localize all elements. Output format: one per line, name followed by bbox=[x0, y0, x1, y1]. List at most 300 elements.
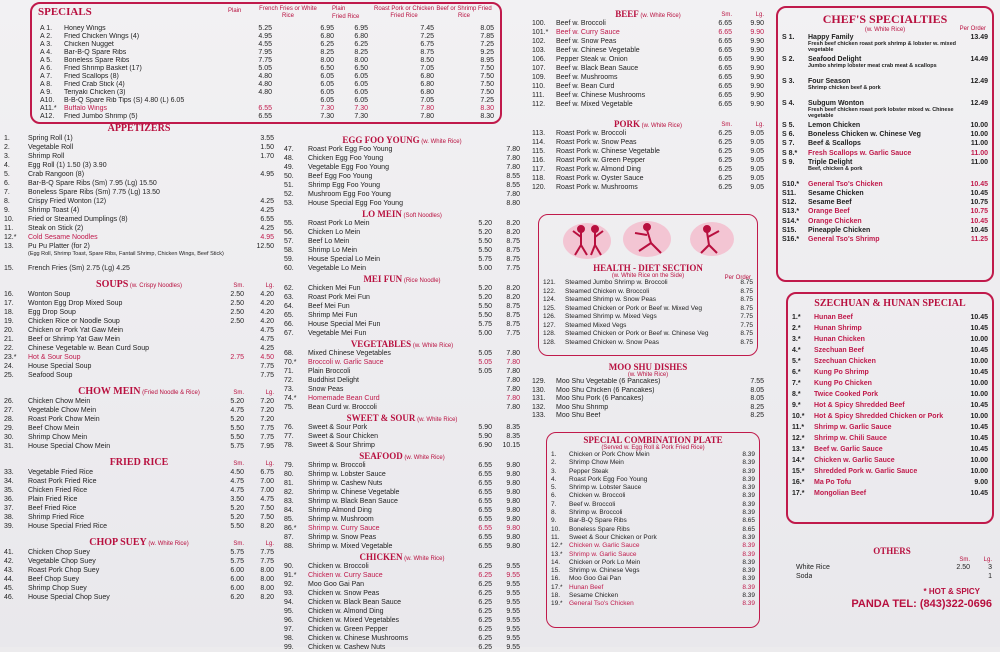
item-price: 7.80 bbox=[506, 191, 520, 198]
item-price: 5.05 bbox=[258, 65, 272, 72]
item-number: 125. bbox=[543, 304, 556, 312]
specials-col-pork: Roast Pork or Chicken Fried Rice bbox=[373, 6, 435, 19]
item-price-small: 2.50 bbox=[230, 309, 244, 316]
item-name: Fried Jumbo Shrimp (5) bbox=[64, 113, 138, 120]
item-price: 6.05 bbox=[354, 81, 368, 88]
item-price-small: 5.20 bbox=[478, 229, 492, 236]
item-number: 81. bbox=[284, 480, 294, 487]
item-number: A 7. bbox=[40, 73, 53, 80]
menu-item bbox=[551, 600, 755, 608]
item-name: Shrimp w. Broccoli bbox=[569, 509, 623, 517]
item-number: 76. bbox=[284, 424, 294, 431]
specials-col-plain2: Plain bbox=[332, 6, 346, 12]
item-price: 7.75 bbox=[260, 434, 274, 441]
item-number: 10.* bbox=[792, 413, 805, 420]
item-price-small: 5.20 bbox=[478, 285, 492, 292]
item-number: 112. bbox=[532, 101, 546, 108]
menu-item bbox=[4, 308, 274, 317]
item-name: Roast Pork Mei Fun bbox=[308, 294, 370, 301]
chefs-specialties-box bbox=[776, 6, 994, 282]
item-price: 10.00 bbox=[970, 457, 988, 464]
item-price: 9.80 bbox=[506, 543, 520, 550]
item-name: Moo Shu Pork (6 Pancakes) bbox=[556, 395, 644, 402]
item-price-small: 6.55 bbox=[478, 525, 492, 532]
item-price: 9.80 bbox=[506, 525, 520, 532]
item-number: S 9. bbox=[782, 158, 795, 166]
item-price-small: 5.20 bbox=[230, 505, 244, 512]
item-price: 7.00 bbox=[260, 478, 274, 485]
section-title-text: FRIED RICE bbox=[109, 457, 169, 468]
item-price: 8.20 bbox=[506, 220, 520, 227]
item-number: 83. bbox=[284, 498, 294, 505]
item-name: Pepper Steak w. Onion bbox=[556, 56, 628, 63]
item-number: 113. bbox=[532, 130, 546, 137]
item-price-small: 6.25 bbox=[478, 599, 492, 606]
item-price: 8.50 bbox=[420, 57, 434, 64]
item-price-small: 2.50 bbox=[230, 300, 244, 307]
item-price-small: 4.50 bbox=[230, 469, 244, 476]
item-number: S 4. bbox=[782, 100, 795, 107]
menu-item bbox=[782, 55, 988, 77]
item-name: Chicken Chow Mein bbox=[28, 398, 91, 405]
item-name: Steamed Chicken or Pork or Beef w. Chinese Veg bbox=[565, 330, 709, 337]
item-price: 7.05 bbox=[420, 97, 434, 104]
item-price: 8.25 bbox=[320, 49, 334, 56]
item-price-small: 5.50 bbox=[478, 303, 492, 310]
item-name: Homemade Bean Curd bbox=[308, 395, 380, 402]
section-subtitle: (Served w. Egg Roll & Pork Fried Rice) bbox=[601, 445, 705, 451]
item-number: 17.* bbox=[551, 583, 563, 591]
item-price-small: 6.25 bbox=[478, 581, 492, 588]
menu-item bbox=[284, 293, 520, 302]
menu-item bbox=[532, 46, 764, 55]
menu-item bbox=[284, 163, 520, 172]
item-name: Four Season bbox=[808, 78, 851, 85]
item-price-small: 5.00 bbox=[478, 330, 492, 337]
menu-item bbox=[284, 423, 520, 432]
specials-col-fried: Fried Rice bbox=[332, 14, 360, 20]
menu-item bbox=[782, 121, 988, 130]
item-name: Chicken w. Chinese Mushrooms bbox=[308, 635, 408, 642]
item-name: Shrimp w. Garlic Sauce bbox=[569, 550, 637, 558]
menu-item bbox=[284, 542, 520, 551]
item-number: 16. bbox=[551, 575, 561, 583]
item-price-small: 6.65 bbox=[718, 74, 732, 81]
item-price-small: 6.55 bbox=[478, 471, 492, 478]
item-number: 91.* bbox=[284, 572, 297, 579]
menu-item bbox=[790, 563, 994, 572]
item-price: 8.39 bbox=[742, 533, 755, 541]
item-name: Beef Chow Mein bbox=[28, 425, 80, 432]
item-name: Ma Po Tofu bbox=[814, 479, 852, 486]
item-name: Hunan Beef bbox=[814, 314, 853, 321]
item-name: Shrimp Toast (4) bbox=[28, 207, 80, 214]
item-price-small: 6.25 bbox=[718, 175, 732, 182]
item-price: 6.25 bbox=[320, 41, 334, 48]
item-price-small: 4.75 bbox=[230, 487, 244, 494]
menu-item bbox=[284, 571, 520, 580]
item-number: 95. bbox=[284, 608, 294, 615]
item-price-small: 5.20 bbox=[478, 220, 492, 227]
item-price: 4.80 bbox=[258, 89, 272, 96]
item-price: 6.50 bbox=[320, 65, 334, 72]
item-name: Szechuan Beef bbox=[814, 347, 864, 354]
item-price-small: 5.20 bbox=[230, 398, 244, 405]
item-number: 71. bbox=[284, 368, 294, 375]
item-name: Beef Egg Foo Young bbox=[308, 173, 373, 180]
item-name: B-B-Q Spare Rib Tips (S) 4.80 (L) 6.05 bbox=[64, 97, 185, 104]
item-price: 10.45 bbox=[970, 189, 988, 197]
item-price-small: 6.00 bbox=[230, 567, 244, 574]
item-price: 9.90 bbox=[750, 38, 764, 45]
item-price: 6.05 bbox=[354, 89, 368, 96]
item-name: Vegetable Mei Fun bbox=[308, 330, 367, 337]
item-name: Roast Pork Fried Rice bbox=[28, 478, 97, 485]
item-price: 9.05 bbox=[750, 130, 764, 137]
item-number: 43. bbox=[4, 567, 14, 574]
specials-box bbox=[30, 2, 502, 124]
item-price: 7.80 bbox=[506, 368, 520, 375]
item-price: 10.00 bbox=[970, 391, 988, 398]
left-column bbox=[4, 120, 274, 602]
item-number: 8. bbox=[4, 198, 10, 205]
menu-item bbox=[532, 64, 764, 73]
item-price-small: 6.25 bbox=[718, 148, 732, 155]
menu-item bbox=[532, 55, 764, 64]
item-number: A12. bbox=[40, 113, 55, 120]
item-name: Bar-B-Q Spare Ribs (Sm) 7.95 (Lg) 15.50 bbox=[28, 180, 157, 187]
item-price: 6.75 bbox=[420, 41, 434, 48]
menu-item bbox=[532, 378, 764, 387]
item-price: 7.30 bbox=[354, 113, 368, 120]
item-price: 9.80 bbox=[506, 516, 520, 523]
item-price: 6.55 bbox=[258, 113, 272, 120]
item-price: 8.00 bbox=[260, 576, 274, 583]
item-name: Beef w. Mushrooms bbox=[556, 74, 618, 81]
item-name: Pepper Steak bbox=[569, 467, 609, 475]
item-price: 8.39 bbox=[742, 550, 755, 558]
menu-section bbox=[4, 123, 274, 273]
menu-item bbox=[4, 179, 274, 188]
item-number: 106. bbox=[532, 56, 546, 63]
item-name: Chicken or Pork Chow Mein bbox=[569, 451, 650, 458]
menu-item bbox=[284, 284, 520, 293]
menu-item bbox=[543, 305, 753, 314]
item-number: 26. bbox=[4, 398, 14, 405]
item-number: 4. bbox=[551, 475, 557, 483]
item-number: 114. bbox=[532, 139, 546, 146]
item-name: Plain Fried Rice bbox=[28, 496, 78, 503]
item-number: 5. bbox=[4, 171, 10, 178]
item-price: 8.00 bbox=[354, 57, 368, 64]
item-price: 7.20 bbox=[260, 416, 274, 423]
item-price: 7.75 bbox=[740, 321, 753, 329]
item-price: 4.25 bbox=[260, 198, 274, 205]
col-small: Sm. bbox=[233, 283, 244, 289]
section-title-text: APPETIZERS bbox=[107, 123, 171, 134]
menu-item bbox=[792, 389, 988, 400]
item-price-small: 6.55 bbox=[478, 462, 492, 469]
item-number: 63. bbox=[284, 294, 294, 301]
item-name: Triple Delight bbox=[808, 158, 853, 166]
item-price: 8.35 bbox=[506, 424, 520, 431]
item-price: 9.05 bbox=[750, 157, 764, 164]
item-number: 4.* bbox=[792, 347, 801, 354]
item-number: 15. bbox=[4, 265, 14, 272]
item-price: 14.49 bbox=[970, 56, 988, 63]
item-price: 11.00 bbox=[970, 158, 988, 166]
item-number: 74.* bbox=[284, 395, 297, 402]
section-title-text: SOUPS bbox=[96, 279, 129, 290]
item-price: 10.00 bbox=[970, 380, 988, 387]
item-number: 110. bbox=[532, 83, 546, 90]
item-price: 7.50 bbox=[480, 89, 494, 96]
menu-item bbox=[532, 129, 764, 138]
menu-item bbox=[551, 492, 755, 500]
item-name: Chicken w. Cashew Nuts bbox=[308, 644, 386, 651]
menu-item bbox=[792, 422, 988, 433]
item-price: 9.00 bbox=[974, 479, 988, 486]
item-name: Chicken Mei Fun bbox=[308, 285, 361, 292]
section-title bbox=[284, 339, 520, 349]
item-name: Moo Shu Vegetable (6 Pancakes) bbox=[556, 378, 661, 385]
menu-item bbox=[532, 147, 764, 156]
item-number: 100. bbox=[532, 20, 546, 27]
item-name: Happy Family bbox=[808, 34, 854, 41]
item-number: 25. bbox=[4, 372, 14, 379]
item-number: 6. bbox=[4, 180, 10, 187]
item-number: 2.* bbox=[792, 325, 801, 332]
item-price: 9.55 bbox=[506, 563, 520, 570]
item-name: General Tso's Chicken bbox=[808, 180, 883, 188]
item-price-small: 5.90 bbox=[478, 433, 492, 440]
col-large: Lg. bbox=[265, 541, 274, 547]
item-number: 19. bbox=[4, 318, 14, 325]
item-price: 7.95 bbox=[258, 49, 272, 56]
item-number: 96. bbox=[284, 617, 294, 624]
item-name: Hunan Beef bbox=[569, 583, 604, 591]
menu-item bbox=[543, 288, 753, 297]
menu-item bbox=[284, 625, 520, 634]
menu-item bbox=[551, 551, 755, 559]
item-price: 6.95 bbox=[354, 25, 368, 32]
item-price: 9.05 bbox=[750, 139, 764, 146]
menu-item bbox=[551, 592, 755, 600]
item-name: Vegetable Lo Mein bbox=[308, 265, 366, 272]
item-name: Shrimp Almond Ding bbox=[308, 507, 372, 514]
item-name: House Special Fried Rice bbox=[28, 523, 107, 530]
item-price: 8.75 bbox=[740, 338, 753, 346]
menu-item bbox=[284, 367, 520, 376]
menu-item bbox=[4, 593, 274, 602]
item-name: Boneless Spare Ribs bbox=[64, 57, 130, 64]
item-price: 10.00 bbox=[970, 336, 988, 343]
section-title-text: SWEET & SOUR bbox=[346, 413, 416, 423]
item-name: Shredded Pork w. Garlic Sauce bbox=[814, 468, 918, 475]
item-price: 11.00 bbox=[970, 149, 988, 157]
item-name: Pu Pu Platter (for 2) bbox=[28, 243, 90, 250]
section-subtitle: (w. White Rice) bbox=[415, 417, 458, 423]
item-price: 6.50 bbox=[354, 65, 368, 72]
item-price: 7.75 bbox=[260, 558, 274, 565]
menu-item bbox=[543, 313, 753, 322]
section-subtitle: (Soft Noodles) bbox=[401, 213, 442, 219]
item-number: 23.* bbox=[4, 354, 17, 361]
item-name: Fried Chicken Wings (4) bbox=[64, 33, 140, 40]
menu-item bbox=[4, 242, 274, 251]
item-price: 8.65 bbox=[742, 517, 755, 525]
item-number: 6.* bbox=[792, 369, 801, 376]
menu-item bbox=[551, 517, 755, 525]
item-name: Roast Pork w. Broccoli bbox=[556, 130, 627, 137]
item-price-small: 6.25 bbox=[478, 644, 492, 651]
item-price-small: 6.90 bbox=[478, 442, 492, 449]
item-price: 9.55 bbox=[506, 581, 520, 588]
item-price: 4.25 bbox=[260, 225, 274, 232]
item-name: Spring Roll (1) bbox=[28, 135, 73, 142]
item-price: 6.25 bbox=[354, 41, 368, 48]
item-price: 7.80 bbox=[420, 105, 434, 112]
item-price: 13.49 bbox=[970, 34, 988, 41]
section-title: CHEF'S SPECIALTIES bbox=[822, 12, 948, 26]
item-number: 57. bbox=[284, 238, 294, 245]
item-name: General Tso's Shrimp bbox=[808, 235, 880, 243]
item-price: 8.39 bbox=[742, 459, 755, 467]
item-price: 9.90 bbox=[750, 83, 764, 90]
section-title: OTHERS bbox=[873, 546, 911, 556]
item-price-small: 6.65 bbox=[718, 101, 732, 108]
item-number: 18. bbox=[4, 309, 14, 316]
item-price: 10.00 bbox=[970, 131, 988, 139]
menu-item bbox=[284, 432, 520, 441]
item-price: 10.45 bbox=[970, 226, 988, 234]
col-large: Lg. bbox=[265, 283, 274, 289]
item-name: Seafood Delight bbox=[808, 56, 862, 63]
item-number: 18. bbox=[551, 592, 561, 600]
item-price: 7.75 bbox=[260, 372, 274, 379]
item-price: 9.90 bbox=[750, 92, 764, 99]
item-number: 101.* bbox=[532, 29, 549, 36]
item-price-small: 3.50 bbox=[230, 496, 244, 503]
item-price: 8.25 bbox=[354, 49, 368, 56]
menu-item bbox=[284, 589, 520, 598]
section-title-text: CHOP SUEY bbox=[89, 537, 147, 548]
item-price: 8.75 bbox=[740, 330, 753, 337]
menu-item bbox=[4, 495, 274, 504]
item-price: 7.50 bbox=[480, 81, 494, 88]
item-name: Steamed Chicken w. Broccoli bbox=[565, 287, 650, 295]
section-subtitle: (w. White Rice) bbox=[146, 541, 189, 547]
item-price: 4.20 bbox=[260, 309, 274, 316]
menu-item bbox=[532, 183, 764, 192]
item-price: 7.80 bbox=[506, 350, 520, 357]
item-name: Bean Curd w. Broccoli bbox=[308, 404, 377, 411]
item-number: 120. bbox=[532, 184, 546, 191]
col-small: Sm. bbox=[959, 557, 970, 563]
item-number: 121. bbox=[543, 279, 556, 286]
item-number: 5.* bbox=[792, 358, 801, 365]
item-number: 33. bbox=[4, 469, 14, 476]
item-description: Shrimp chicken beef & pork bbox=[808, 85, 881, 91]
specials-item bbox=[36, 41, 496, 49]
item-price: 8.39 bbox=[742, 492, 755, 500]
menu-item bbox=[4, 566, 274, 575]
item-price-small: 6.65 bbox=[718, 38, 732, 45]
item-price: 7.80 bbox=[420, 113, 434, 120]
menu-item bbox=[4, 513, 274, 522]
item-name: Chicken Chop Suey bbox=[28, 549, 90, 556]
menu-item bbox=[4, 335, 274, 344]
item-number: A 8. bbox=[40, 81, 53, 88]
item-number: 24. bbox=[4, 363, 14, 370]
item-number: 62. bbox=[284, 285, 294, 292]
item-price-small: 5.20 bbox=[230, 514, 244, 521]
menu-item bbox=[4, 134, 274, 143]
section-subtitle: (Fried Noodle & Rice) bbox=[140, 390, 200, 396]
item-name: Moo Goo Gai Pan bbox=[569, 575, 622, 583]
item-price: 4.25 bbox=[260, 207, 274, 214]
item-name: Steamed Shrimp w. Mixed Vegs bbox=[565, 313, 657, 320]
item-name: Shrimp w. Lobster Sauce bbox=[569, 484, 642, 492]
item-number: A 2. bbox=[40, 33, 53, 40]
item-price: 5.25 bbox=[258, 25, 272, 32]
item-number: 132. bbox=[532, 403, 546, 411]
item-name: Shrimp Lo Mein bbox=[308, 247, 358, 254]
item-price-small: 2.50 bbox=[230, 291, 244, 298]
item-number: 30. bbox=[4, 434, 14, 441]
menu-section bbox=[284, 135, 520, 208]
item-name: Crab Rangoon (8) bbox=[28, 171, 85, 178]
item-number: 49. bbox=[284, 164, 294, 171]
item-number: 50. bbox=[284, 173, 294, 180]
specials-list bbox=[36, 25, 496, 121]
item-price: 7.30 bbox=[354, 105, 368, 112]
item-price-small: 5.75 bbox=[478, 256, 492, 263]
specials-item bbox=[36, 89, 496, 97]
item-number: S 1. bbox=[782, 34, 795, 41]
item-number: 97. bbox=[284, 626, 294, 633]
item-name: House Special Soup bbox=[28, 363, 92, 370]
menu-item bbox=[551, 476, 755, 484]
item-price: 8.00 bbox=[260, 585, 274, 592]
menu-item bbox=[4, 522, 274, 531]
item-price-small: 6.55 bbox=[478, 498, 492, 505]
item-price-small: 5.75 bbox=[230, 549, 244, 556]
item-price: 9.90 bbox=[750, 29, 764, 36]
item-price: 9.05 bbox=[750, 184, 764, 191]
item-price: 6.75 bbox=[260, 469, 274, 476]
col-large: Lg. bbox=[755, 122, 764, 128]
item-price-small: 2.50 bbox=[956, 564, 970, 571]
menu-item bbox=[532, 138, 764, 147]
specials-col-plain: Plain bbox=[228, 8, 242, 14]
item-price-small: 6.20 bbox=[230, 594, 244, 601]
item-price: 10.45 bbox=[970, 325, 988, 332]
menu-item bbox=[4, 224, 274, 233]
item-number: 9.* bbox=[792, 402, 801, 409]
item-name: Roast Pork Egg Foo Young bbox=[308, 146, 393, 153]
menu-item bbox=[551, 459, 755, 467]
item-price: 7.80 bbox=[506, 395, 520, 402]
specials-title: SPECIALS bbox=[38, 6, 92, 18]
menu-item bbox=[284, 237, 520, 246]
menu-item bbox=[4, 442, 274, 451]
menu-item bbox=[551, 451, 755, 459]
item-price: 7.80 bbox=[506, 377, 520, 384]
item-price: 4.75 bbox=[260, 327, 274, 334]
menu-item bbox=[792, 378, 988, 389]
item-name: Hunan Chicken bbox=[814, 336, 865, 343]
